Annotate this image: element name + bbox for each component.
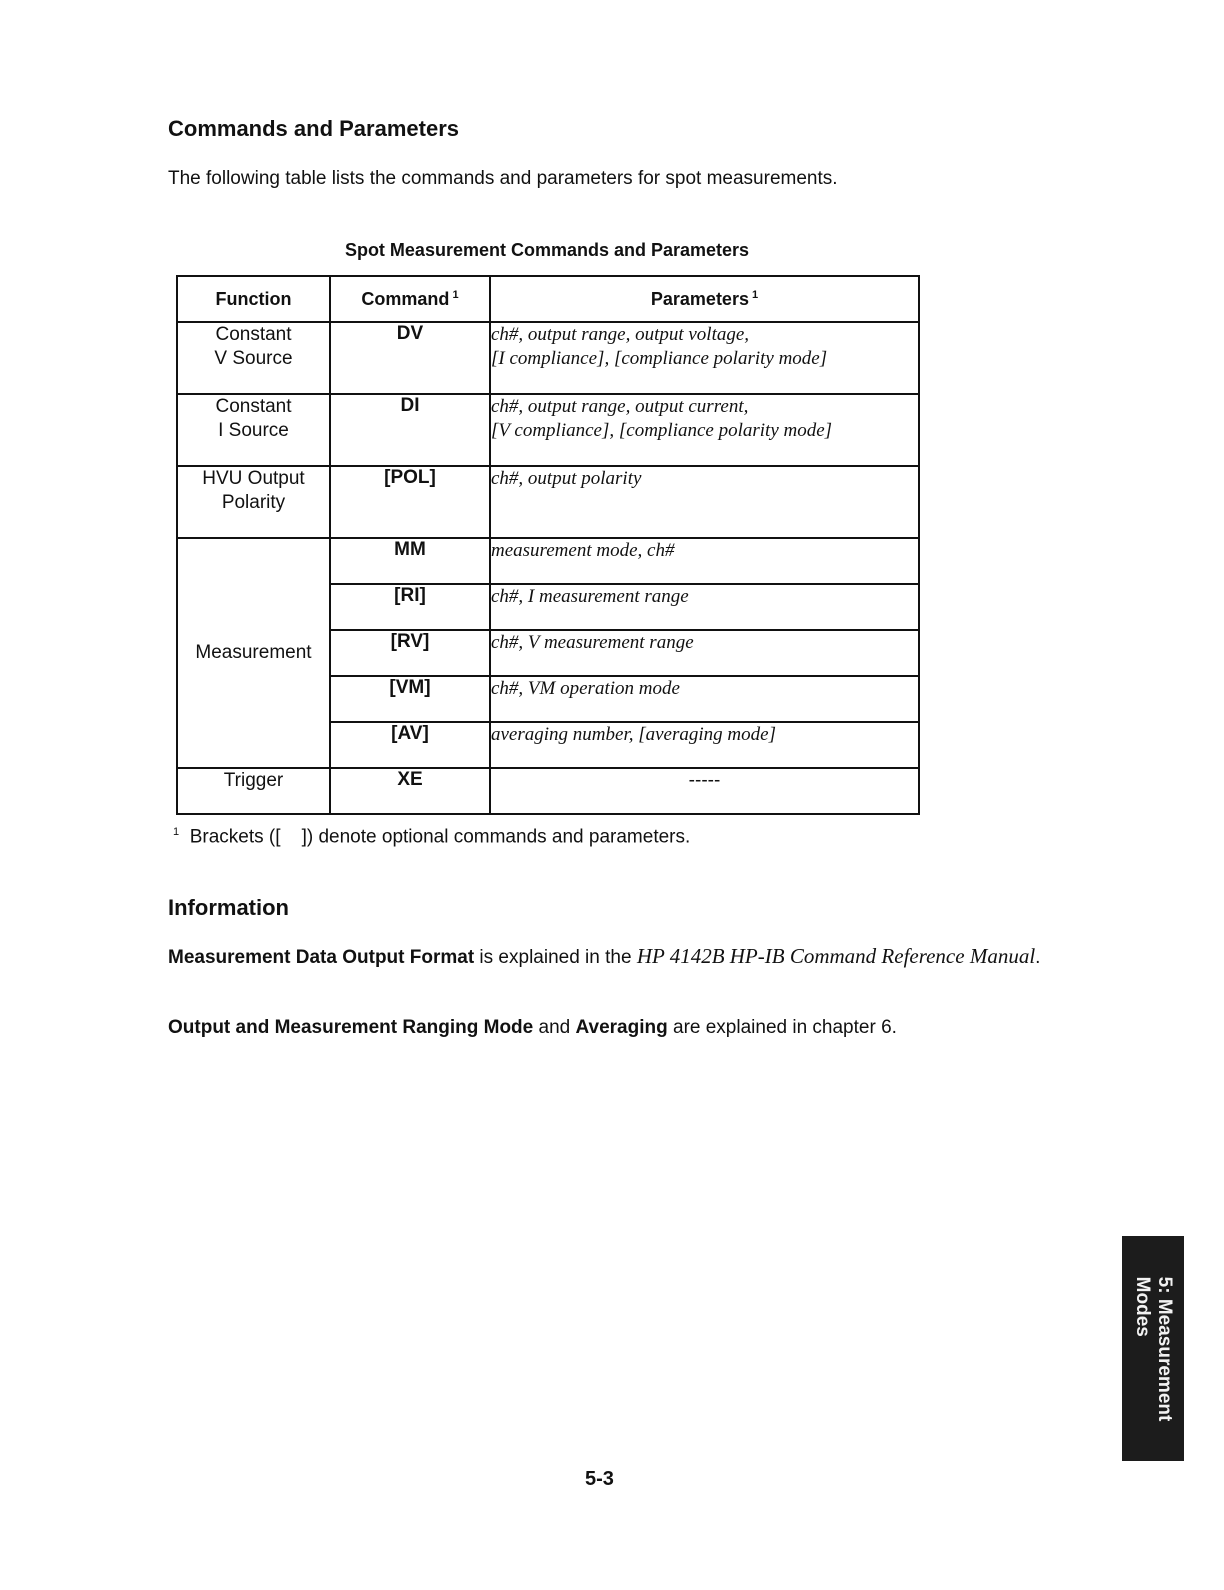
page-number: 5-3: [585, 1468, 614, 1490]
table-footnote: $^1$ Brackets ([ ]) denote optional commands and parameters.: [173, 826, 691, 848]
parameters-cell: measurement mode, ch#: [490, 538, 919, 584]
table-row: [177, 768, 919, 814]
parameters-cell: ch#, VM operation mode: [490, 676, 919, 722]
command-cell: DV: [330, 322, 490, 394]
command-cell: XE: [330, 768, 490, 814]
table-row: [177, 466, 919, 538]
table-header-row: [177, 276, 919, 322]
function-cell-measurement: Measurement: [177, 538, 330, 768]
table-row: [177, 322, 919, 394]
footnote-mark: 1: [452, 288, 459, 301]
parameters-cell: ch#, output polarity: [490, 466, 919, 538]
command-cell: [RV]: [330, 630, 490, 676]
info-paragraph-ranging: Output and Measurement Ranging Mode and Averaging are explained in chapter 6.: [168, 1017, 897, 1038]
header-parameters: Parameters $^1$: [490, 276, 919, 322]
parameters-cell: ch#, I measurement range: [490, 584, 919, 630]
command-cell: [AV]: [330, 722, 490, 768]
table-row: [177, 538, 919, 584]
command-cell: DI: [330, 394, 490, 466]
parameters-cell: averaging number, [averaging mode]: [490, 722, 919, 768]
function-cell: Trigger: [177, 768, 330, 814]
manual-title: HP 4142B HP-IB Command Reference Manual: [636, 944, 1036, 968]
command-cell: [VM]: [330, 676, 490, 722]
chapter-side-tab: [1122, 1236, 1184, 1461]
header-command: Command $^1$: [330, 276, 490, 322]
intro-paragraph: The following table lists the commands and parameters for spot measurements.: [168, 168, 838, 189]
parameters-cell: ch#, output range, output voltage, [I compliance], [compliance polarity mode]: [490, 322, 919, 394]
section-title-information: Information: [168, 895, 289, 920]
info-paragraph-output-format: Measurement Data Output Format is explained in the HP 4142B HP-IB Command Reference Manual.: [168, 944, 1041, 968]
command-cell: MM: [330, 538, 490, 584]
parameters-cell: -----: [490, 768, 919, 814]
header-function: Function: [177, 276, 330, 322]
chapter-side-tab-label: 5: Measurement Modes: [1132, 1276, 1175, 1421]
function-cell: HVU Output Polarity: [177, 466, 330, 538]
parameters-cell: ch#, output range, output current, [V compliance], [compliance polarity mode]: [490, 394, 919, 466]
section-title-commands: Commands and Parameters: [168, 116, 459, 141]
command-cell: [RI]: [330, 584, 490, 630]
function-cell: Constant V Source: [177, 322, 330, 394]
spot-measurement-table: [176, 275, 920, 815]
footnote-mark: 1: [173, 826, 180, 838]
table-row: [177, 394, 919, 466]
table-caption: Spot Measurement Commands and Parameters: [344, 240, 750, 260]
function-cell: Constant I Source: [177, 394, 330, 466]
parameters-cell: ch#, V measurement range: [490, 630, 919, 676]
command-cell: [POL]: [330, 466, 490, 538]
footnote-mark: 1: [751, 288, 759, 301]
